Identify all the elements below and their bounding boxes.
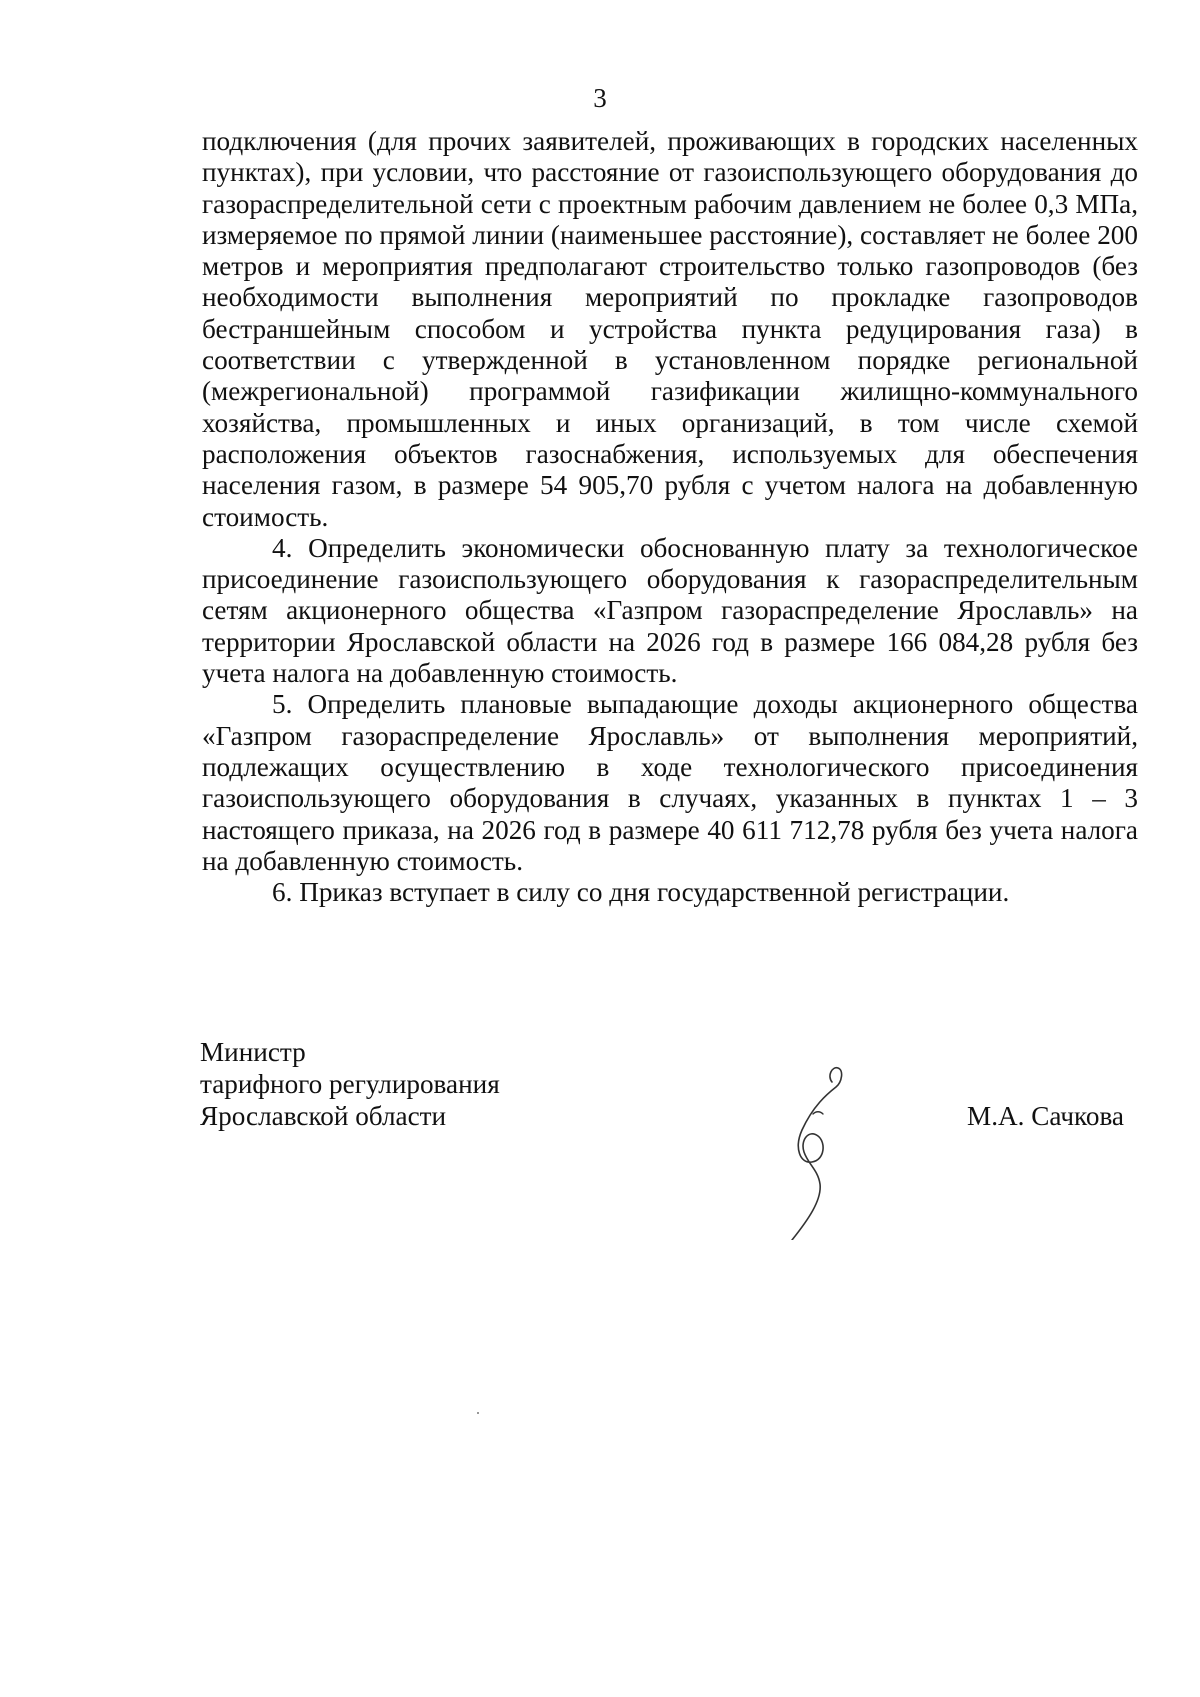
- signatory-name: М.А. Сачкова: [967, 1101, 1124, 1131]
- paragraph-item-6: 6. Приказ вступает в силу со дня государственной регистрации.: [272, 877, 1010, 908]
- page-number: 3: [593, 83, 607, 113]
- signatory-title-line: Министр: [200, 1037, 306, 1067]
- signatory-title-line: тарифного регулирования: [200, 1069, 500, 1099]
- paragraph-continuation: подключения (для прочих заявителей, проживающих в городских населенных пунктах), при условии, что расстояние от газоиспользующего оборудования до газораспределительной сети с проектным рабочим давлением не более 0,3 МПа, измеряемое по прямой линии (наименьшее расстояние), составляет не более 200 метров и мероприятия предполагают строительство только газопроводов (без необходимости выполнения мероприятий по прокладке газопроводов бестраншейным способом и устройства пункта редуцирования газа) в соответствии с утвержденной в установленном порядке региональной (межрегиональной) программой газификации жилищно-коммунального хозяйства, промышленных и иных организаций, в том числе схемой расположения объектов газоснабжения, используемых для обеспечения населения газом, в размере 54 905,70 рубля с учетом налога на добавленную стоимость.: [202, 126, 1138, 532]
- signatory-title-line: Ярославской области: [200, 1101, 447, 1131]
- paragraph-item-4: 4. Определить экономически обоснованную плату за технологическое присоединение газоиспользующего оборудования к газораспределительным сетям акционерного общества «Газпром газораспределение Ярославль» на территории Ярославской области на 2026 год в размере 166 084,28 рубля без учета налога на добавленную стоимость.: [202, 532, 1138, 689]
- paragraph-item-5: 5. Определить плановые выпадающие доходы акционерного общества «Газпром газораспределение Ярославль» от выполнения мероприятий, подлежащих осуществлению в ходе технологического присоединения газоиспользующего оборудования в случаях, указанных в пунктах 1 – 3 настоящего приказа, на 2026 год в размере 40 611 712,78 рубля без учета налога на добавленную стоимость.: [202, 689, 1138, 876]
- scan-speck: [477, 1412, 479, 1414]
- signature-stroke: [813, 1112, 823, 1114]
- handwritten-signature: [780, 1060, 890, 1240]
- document-body: [202, 126, 1138, 908]
- signature-stroke: [792, 1068, 842, 1240]
- signatory-title: [200, 1036, 500, 1132]
